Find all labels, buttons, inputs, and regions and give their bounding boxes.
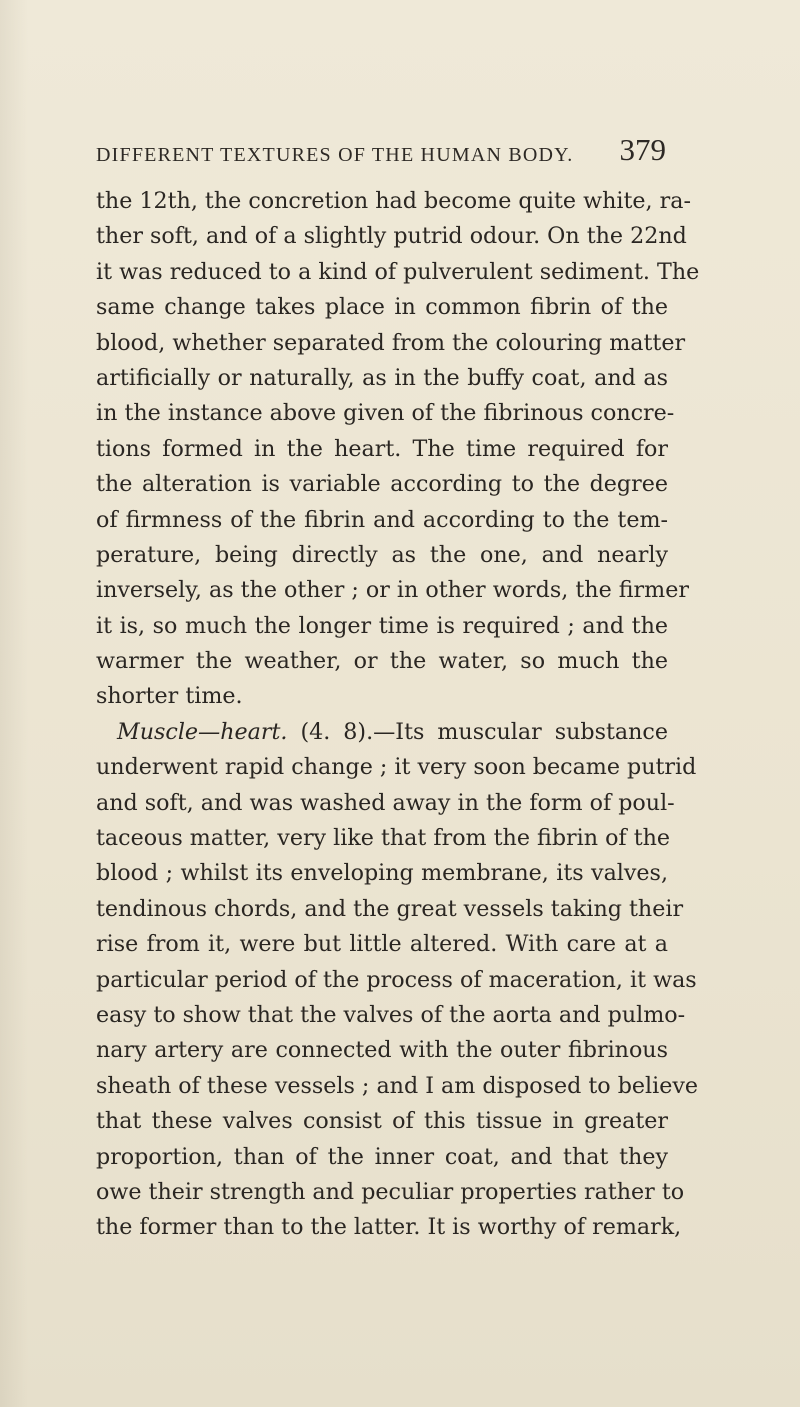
text-run: (4. 8).—Its muscular substance	[300, 718, 668, 745]
text-line: inversely, as the other ; or in other words, the firmer	[96, 577, 689, 604]
text-line: same change takes place in common fibrin of the	[96, 294, 668, 321]
text-line: it is, so much the longer time is required ; and the	[96, 612, 668, 639]
text-line: easy to show that the valves of the aorta and pulmo-	[96, 1001, 686, 1028]
text-line: the former than to the latter. It is worthy of remark,	[96, 1214, 682, 1241]
text-line: in the instance above given of the fibrinous concre-	[96, 400, 675, 427]
text-line: tions formed in the heart. The time required for	[96, 435, 668, 462]
paragraph-first-line	[96, 715, 668, 750]
text-line: rise from it, were but little altered. With care at a	[96, 931, 668, 958]
text-line: of firmness of the fibrin and according to the tem-	[96, 506, 668, 533]
page-header	[96, 132, 666, 176]
text-line: proportion, than of the inner coat, and that they	[96, 1143, 668, 1170]
text-line: ther soft, and of a slightly putrid odour. On the 22nd	[96, 223, 687, 250]
text-line: blood, whether separated from the colouring matter	[96, 329, 686, 356]
text-line: the alteration is variable according to the degree	[96, 471, 668, 498]
text-line: tendinous chords, and the great vessels taking their	[96, 895, 684, 922]
text-line: nary artery are connected with the outer fibrinous	[96, 1037, 668, 1064]
text-line: artificially or naturally, as in the buffy coat, and as	[96, 364, 668, 391]
body-text	[96, 184, 700, 1246]
text-line: the 12th, the concretion had become quite white, ra-	[96, 188, 691, 214]
text-line: warmer the weather, or the water, so much the	[96, 648, 668, 675]
text-line: and soft, and was washed away in the form of poul-	[96, 789, 675, 816]
text-line: shorter time.	[96, 683, 243, 710]
text-line: taceous matter, very like that from the fibrin of the	[96, 825, 671, 852]
text-line: perature, being directly as the one, and nearly	[96, 541, 668, 568]
text-line: particular period of the process of maceration, it was	[96, 966, 697, 993]
running-title: DIFFERENT TEXTURES OF THE HUMAN BODY.	[96, 144, 574, 166]
text-line: blood ; whilst its enveloping membrane, its valves,	[96, 860, 668, 887]
text-line: owe their strength and peculiar properties rather to	[96, 1178, 685, 1205]
section-heading: Muscle—heart.	[117, 718, 288, 745]
text-line: sheath of these vessels ; and I am disposed to believe	[96, 1072, 699, 1099]
text-line: underwent rapid change ; it very soon became putrid	[96, 754, 697, 781]
page-number: 379	[619, 132, 666, 167]
text-line: that these valves consist of this tissue in greater	[96, 1108, 668, 1135]
text-line: it was reduced to a kind of pulverulent sediment. The	[96, 258, 700, 285]
